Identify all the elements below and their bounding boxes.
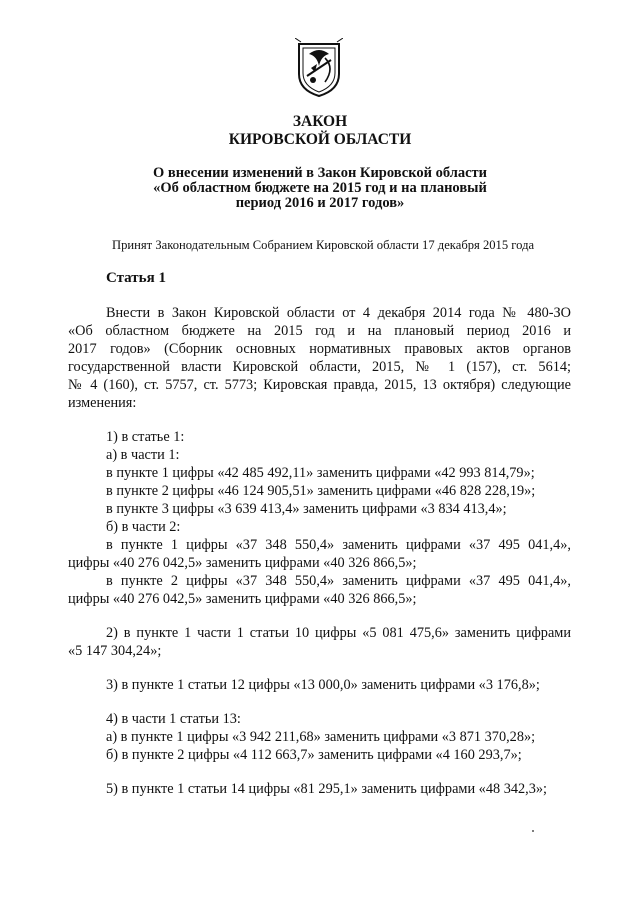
- intro-line: № 4 (160), ст. 5757, ст. 5773; Кировская правда, 2015, 13 октября) следующие: [68, 377, 571, 393]
- intro-line: «Об областном бюджете на 2015 год и на плановый период 2016 и: [68, 323, 571, 339]
- list-item: 3) в пункте 1 статьи 12 цифры «13 000,0» заменить цифрами «3 176,8»;: [106, 677, 540, 693]
- list-item: в пункте 2 цифры «46 124 905,51» заменить цифрами «46 828 228,19»;: [106, 483, 536, 499]
- law-subject-line-1: О внесении изменений в Закон Кировской области: [152, 165, 488, 181]
- list-item: 1) в статье 1:: [106, 429, 185, 445]
- law-subject-line-3: период 2016 и 2017 годов»: [235, 195, 405, 211]
- article-heading: Статья 1: [106, 270, 166, 286]
- list-item: в пункте 2 цифры «37 348 550,4» заменить цифрами «37 495 041,4»,: [106, 573, 571, 589]
- list-item: 2) в пункте 1 части 1 статьи 10 цифры «5 081 475,6» заменить цифрами: [106, 625, 571, 641]
- law-subject-line-2: «Об областном бюджете на 2015 год и на плановый: [153, 180, 487, 196]
- adoption-note: Принят Законодательным Собранием Кировской области 17 декабря 2015 года: [112, 238, 535, 252]
- list-item: в пункте 1 цифры «37 348 550,4» заменить цифрами «37 495 041,4»,: [106, 537, 571, 553]
- list-item: в пункте 3 цифры «3 639 413,4» заменить цифрами «3 834 413,4»;: [106, 501, 507, 517]
- intro-line: изменения:: [68, 395, 137, 411]
- intro-line: 2017 годов» (Сборник основных нормативных правовых актов органов: [68, 341, 571, 357]
- list-item: цифры «40 276 042,5» заменить цифрами «40 326 866,5»;: [68, 591, 417, 607]
- list-item: 5) в пункте 1 статьи 14 цифры «81 295,1» заменить цифрами «48 342,3»;: [106, 781, 547, 797]
- intro-line: Внести в Закон Кировской области от 4 декабря 2014 года № 480-ЗО: [106, 305, 571, 321]
- list-item: «5 147 304,24»;: [68, 643, 162, 659]
- list-item: цифры «40 276 042,5» заменить цифрами «40 326 866,5»;: [68, 555, 417, 571]
- law-region: КИРОВСКОЙ ОБЛАСТИ: [228, 131, 412, 148]
- intro-line: государственной власти Кировской области, 2015, № 1 (157), ст. 5614;: [68, 359, 571, 375]
- list-item: б) в части 2:: [106, 519, 181, 535]
- list-item: а) в части 1:: [106, 447, 180, 463]
- list-item: 4) в части 1 статьи 13:: [106, 711, 241, 727]
- list-item: в пункте 1 цифры «42 485 492,11» заменить цифрами «42 993 814,79»;: [106, 465, 535, 481]
- coat-of-arms-icon: [295, 38, 343, 98]
- law-title: ЗАКОН: [292, 113, 348, 130]
- scan-speck: [532, 830, 534, 832]
- list-item: а) в пункте 1 цифры «3 942 211,68» заменить цифрами «3 871 370,28»;: [106, 729, 536, 745]
- list-item: б) в пункте 2 цифры «4 112 663,7» заменить цифрами «4 160 293,7»;: [106, 747, 522, 763]
